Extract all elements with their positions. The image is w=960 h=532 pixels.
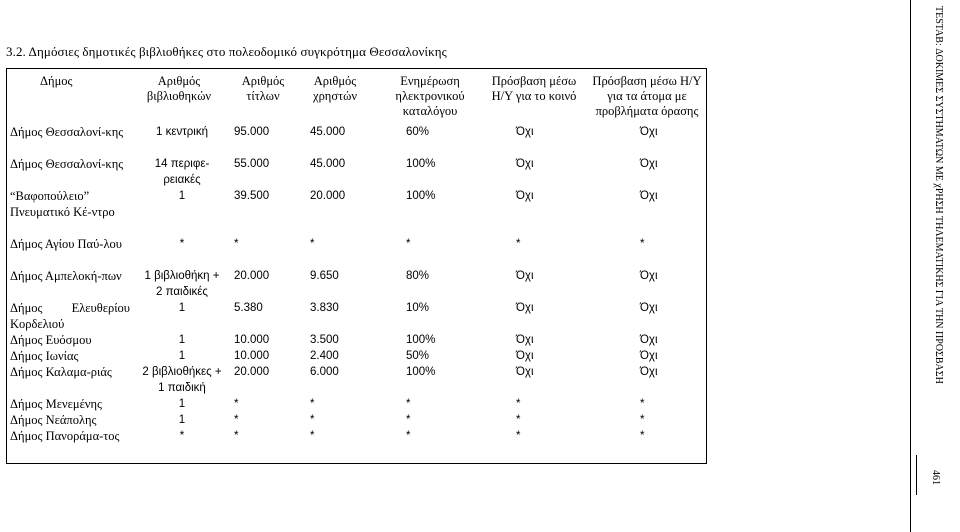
cell-titles: 55.000 [234, 158, 270, 170]
cell-public: Όχι [516, 350, 534, 362]
cell-libraries: 1 βιβλιοθήκη + 2 παιδικές [144, 270, 220, 298]
cell-users: 9.650 [310, 270, 339, 282]
cell-catalog: 60% [406, 126, 430, 138]
cell-users: 45.000 [310, 126, 346, 138]
cell-impaired: * [640, 238, 645, 250]
cell-titles: * [234, 430, 239, 442]
cell-catalog: 50% [406, 350, 430, 362]
cell-public: Όχι [516, 270, 534, 282]
cell-titles: 10.000 [234, 350, 270, 362]
cell-impaired: Όχι [640, 270, 658, 282]
cell-users: 3.500 [310, 334, 339, 346]
cell-libraries: 1 [178, 398, 186, 410]
cell-users: 2.400 [310, 350, 339, 362]
cell-catalog: * [406, 430, 411, 442]
cell-catalog: 80% [406, 270, 430, 282]
cell-public: Όχι [516, 334, 534, 346]
cell-catalog: * [406, 398, 411, 410]
header-public-access: Πρόσβαση μέσω Η/Υ για το κοινό [491, 74, 577, 103]
page-title: 3.2. Δημόσιες δημοτικές βιβλιοθήκες στο πολεοδομικό συγκρότημα Θεσσαλονίκης [6, 44, 447, 59]
cell-municipality: Δήμος Αμπελοκή-πων [10, 269, 122, 283]
cell-titles: 20.000 [234, 270, 270, 282]
cell-catalog: * [406, 238, 411, 250]
cell-public: Όχι [516, 126, 534, 138]
cell-municipality: Δήμος Αγίου Παύ-λου [10, 237, 122, 251]
cell-titles: 20.000 [234, 366, 270, 378]
side-running-header: TESTAB: ΔΟΚΙΜΕΣ ΣΥΣΤΗΜΑΤΩΝ ΜΕ χΡΗΣΗ ΤΗΛΕΜΑΤΙΚΗΣ ΓΙΑ ΤΗΝ ΠΡΟΣΒΑΣΗ [933, 6, 944, 384]
cell-titles: 39.500 [234, 190, 270, 202]
cell-municipality: “Βαφοπούλειο” Πνευματικό Κέ-ντρο [10, 189, 115, 219]
cell-municipality: Δήμος Ευόσμου [10, 333, 92, 347]
cell-impaired: Όχι [640, 302, 658, 314]
page-number-divider [916, 455, 917, 495]
cell-municipality: Δήμος Θεσσαλονί-κης [10, 157, 124, 171]
cell-public: * [516, 398, 521, 410]
cell-public: Όχι [516, 366, 534, 378]
cell-municipality: Δήμος Θεσσαλονί-κης [10, 125, 124, 139]
cell-titles: * [234, 238, 239, 250]
cell-public: * [516, 430, 521, 442]
cell-users: 20.000 [310, 190, 346, 202]
cell-municipality: Δήμος Μενεμένης [10, 397, 102, 411]
cell-municipality: Δήμος Νεάπολης [10, 413, 97, 427]
cell-impaired: Όχι [640, 158, 658, 170]
cell-libraries: 1 [178, 302, 186, 314]
cell-libraries: 1 [178, 414, 186, 426]
cell-libraries: 1 κεντρική [155, 126, 208, 138]
cell-public: Όχι [516, 158, 534, 170]
cell-users: 3.830 [310, 302, 339, 314]
cell-impaired: Όχι [640, 126, 658, 138]
cell-municipality: Δήμος Πανοράμα-τος [10, 429, 120, 443]
cell-impaired: Όχι [640, 334, 658, 346]
cell-public: Όχι [516, 302, 534, 314]
header-titles: Αριθμός τίτλων [241, 74, 285, 103]
cell-titles: * [234, 398, 239, 410]
cell-impaired: Όχι [640, 190, 658, 202]
cell-municipality: Δήμος Καλαμα-ριάς [10, 365, 112, 379]
header-users: Αριθμός χρηστών [313, 74, 357, 103]
side-header-bar [910, 0, 960, 532]
cell-municipality: Δήμος Ελευθερίου Κορδελιού [10, 301, 130, 331]
page-number: 461 [930, 470, 941, 485]
cell-libraries: * [179, 430, 185, 442]
cell-impaired: * [640, 430, 645, 442]
cell-users: * [310, 430, 315, 442]
cell-libraries: 1 [178, 334, 186, 346]
header-catalog: Ενημέρωση ηλεκτρονικού καταλόγου [395, 74, 465, 118]
cell-libraries: 14 περιφε-ρειακές [154, 158, 210, 186]
cell-public: Όχι [516, 190, 534, 202]
cell-public: * [516, 414, 521, 426]
header-municipality: Δήμος [40, 74, 73, 88]
cell-impaired: Όχι [640, 350, 658, 362]
header-impaired-access: Πρόσβαση μέσω Η/Υ για τα άτομα με προβλήματα όρασης [592, 74, 702, 118]
cell-catalog: * [406, 414, 411, 426]
cell-impaired: * [640, 414, 645, 426]
cell-titles: 95.000 [234, 126, 270, 138]
cell-users: 6.000 [310, 366, 339, 378]
cell-municipality: Δήμος Ιωνίας [10, 349, 79, 363]
cell-libraries: 1 [178, 350, 186, 362]
cell-catalog: 100% [406, 334, 436, 346]
cell-titles: 10.000 [234, 334, 270, 346]
header-libraries: Αριθμός βιβλιοθηκών [146, 74, 212, 103]
cell-impaired: Όχι [640, 366, 658, 378]
cell-users: * [310, 398, 315, 410]
cell-users: * [310, 414, 315, 426]
cell-catalog: 100% [406, 190, 436, 202]
cell-libraries: 2 βιβλιοθήκες + 1 παιδική [142, 366, 222, 394]
cell-users: 45.000 [310, 158, 346, 170]
cell-libraries: * [179, 238, 185, 250]
cell-titles: 5.380 [234, 302, 263, 314]
cell-catalog: 100% [406, 366, 436, 378]
cell-impaired: * [640, 398, 645, 410]
cell-titles: * [234, 414, 239, 426]
cell-users: * [310, 238, 315, 250]
cell-catalog: 100% [406, 158, 436, 170]
cell-public: * [516, 238, 521, 250]
cell-catalog: 10% [406, 302, 430, 314]
cell-libraries: 1 [178, 190, 186, 202]
